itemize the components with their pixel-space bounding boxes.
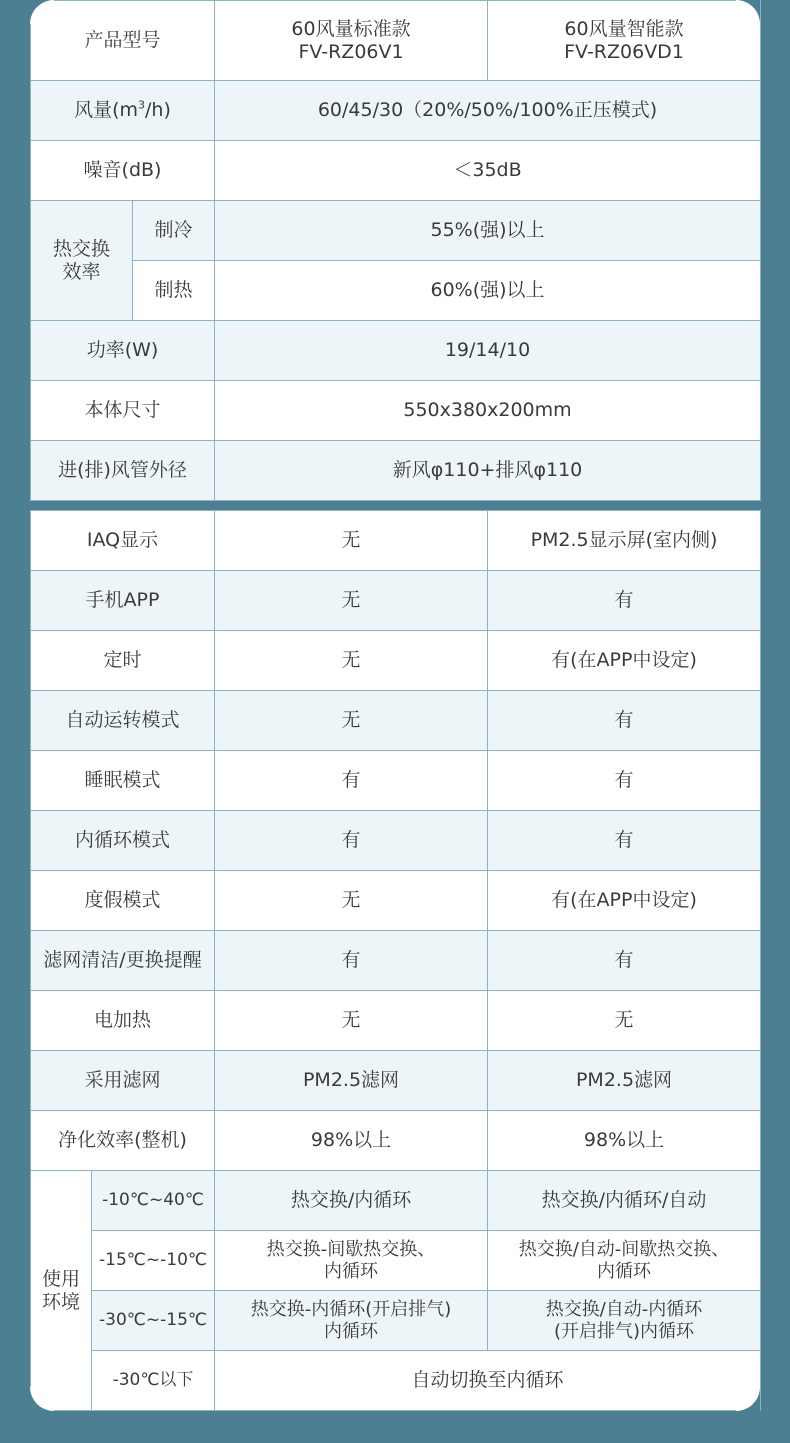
heating-value: 60%(强)以上: [215, 261, 761, 321]
env-range-2: -15℃~-10℃: [92, 1231, 215, 1291]
feature-standard-value: 无: [215, 991, 488, 1051]
noise-label: 噪音(dB): [31, 141, 215, 201]
feature-smart-value: 有(在APP中设定): [488, 631, 761, 691]
heat-exchange-label: 热交换 效率: [31, 201, 133, 321]
feature-standard-value: 有: [215, 931, 488, 991]
feature-standard-value: 98%以上: [215, 1111, 488, 1171]
power-row: [31, 321, 761, 381]
feature-label: 睡眠模式: [31, 751, 215, 811]
feature-row: [31, 571, 761, 631]
env-smart-1: 热交换/内循环/自动: [488, 1171, 761, 1231]
feature-smart-value: PM2.5显示屏(室内侧): [488, 511, 761, 571]
env-row-2: [31, 1231, 761, 1291]
env-smart-2: 热交换/自动-间歇热交换、 内循环: [488, 1231, 761, 1291]
feature-smart-value: 有: [488, 811, 761, 871]
cooling-label: 制冷: [133, 201, 215, 261]
size-label: 本体尺寸: [31, 381, 215, 441]
noise-row: [31, 141, 761, 201]
feature-label: 净化效率(整机): [31, 1111, 215, 1171]
power-label: 功率(W): [31, 321, 215, 381]
duct-value: 新风φ110+排风φ110: [215, 441, 761, 501]
feature-smart-value: 有(在APP中设定): [488, 871, 761, 931]
env-standard-1: 热交换/内循环: [215, 1171, 488, 1231]
feature-row: [31, 751, 761, 811]
feature-label: 手机APP: [31, 571, 215, 631]
feature-label: 定时: [31, 631, 215, 691]
feature-row: [31, 691, 761, 751]
feature-standard-value: 有: [215, 751, 488, 811]
feature-row: [31, 811, 761, 871]
feature-label: IAQ显示: [31, 511, 215, 571]
feature-smart-value: 有: [488, 571, 761, 631]
corner-mask: [30, 0, 54, 24]
size-row: [31, 381, 761, 441]
corner-mask: [30, 1387, 54, 1411]
heat-exchange-heating-row: [31, 261, 761, 321]
env-smart-3: 热交换/自动-内循环 (开启排气)内循环: [488, 1291, 761, 1351]
env-row-4: [31, 1351, 761, 1411]
feature-row: [31, 511, 761, 571]
feature-label: 滤网清洁/更换提醒: [31, 931, 215, 991]
feature-standard-value: PM2.5滤网: [215, 1051, 488, 1111]
heating-label: 制热: [133, 261, 215, 321]
feature-label: 自动运转模式: [31, 691, 215, 751]
duct-row: [31, 441, 761, 501]
feature-standard-value: 无: [215, 511, 488, 571]
feature-row: [31, 871, 761, 931]
feature-smart-value: 98%以上: [488, 1111, 761, 1171]
header-row: [31, 1, 761, 81]
heat-exchange-cooling-row: [31, 201, 761, 261]
spec-table-bottom: [30, 510, 761, 1411]
feature-smart-value: 有: [488, 931, 761, 991]
feature-standard-value: 有: [215, 811, 488, 871]
feature-row: [31, 931, 761, 991]
env-row-3: [31, 1291, 761, 1351]
header-label: 产品型号: [31, 1, 215, 81]
env-range-3: -30℃~-15℃: [92, 1291, 215, 1351]
airflow-row: [31, 81, 761, 141]
env-merged-4: 自动切换至内循环: [215, 1351, 761, 1411]
airflow-label: 风量$(m^3/h)$: [31, 81, 215, 141]
duct-label: 进(排)风管外径: [31, 441, 215, 501]
cooling-value: 55%(强)以上: [215, 201, 761, 261]
feature-standard-value: 无: [215, 691, 488, 751]
feature-row: [31, 1111, 761, 1171]
size-value: 550x380x200mm: [215, 381, 761, 441]
noise-value: ＜35dB: [215, 141, 761, 201]
corner-mask: [736, 0, 760, 24]
feature-standard-value: 无: [215, 631, 488, 691]
corner-mask: [736, 1387, 760, 1411]
feature-smart-value: 有: [488, 691, 761, 751]
feature-standard-value: 无: [215, 871, 488, 931]
feature-rows: [31, 511, 761, 1171]
env-standard-3: 热交换-内循环(开启排气) 内循环: [215, 1291, 488, 1351]
feature-standard-value: 无: [215, 571, 488, 631]
env-range-1: -10℃~40℃: [92, 1171, 215, 1231]
env-row-1: [31, 1171, 761, 1231]
feature-row: [31, 991, 761, 1051]
header-model-smart: 60风量智能款 FV-RZ06VD1: [488, 1, 761, 81]
feature-label: 度假模式: [31, 871, 215, 931]
feature-label: 采用滤网: [31, 1051, 215, 1111]
feature-row: [31, 1051, 761, 1111]
power-value: 19/14/10: [215, 321, 761, 381]
feature-label: 电加热: [31, 991, 215, 1051]
feature-smart-value: 有: [488, 751, 761, 811]
environment-label: 使用 环境: [31, 1171, 92, 1411]
header-model-standard: 60风量标准款 FV-RZ06V1: [215, 1, 488, 81]
spec-table-top: [30, 0, 761, 501]
feature-row: [31, 631, 761, 691]
env-range-4: -30℃以下: [92, 1351, 215, 1411]
airflow-value: 60/45/30（20%/50%/100%正压模式): [215, 81, 761, 141]
feature-smart-value: PM2.5滤网: [488, 1051, 761, 1111]
feature-smart-value: 无: [488, 991, 761, 1051]
feature-label: 内循环模式: [31, 811, 215, 871]
env-standard-2: 热交换-间歇热交换、 内循环: [215, 1231, 488, 1291]
